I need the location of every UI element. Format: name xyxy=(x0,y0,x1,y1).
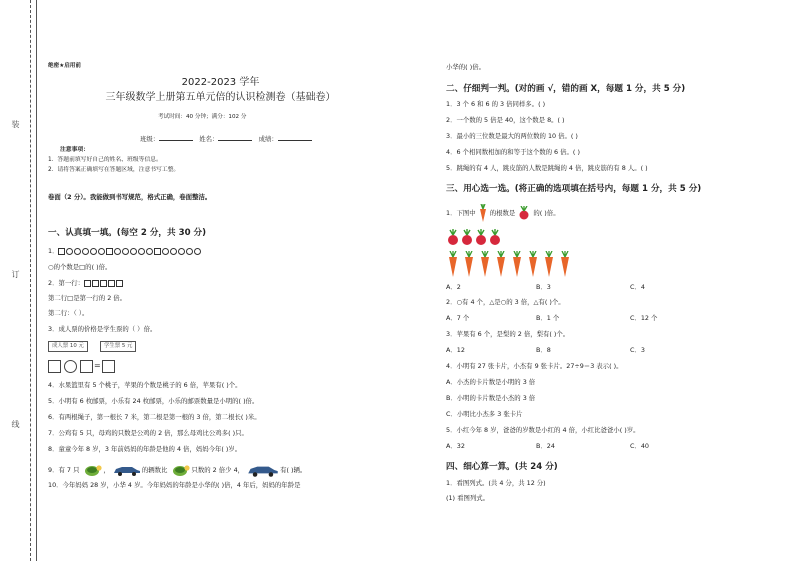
carrot-icon xyxy=(465,251,473,277)
judge-item: 4．6 个相同数相加的和等于这个数的 6 倍。( ) xyxy=(446,148,580,156)
secret-label: 绝密★启用前 xyxy=(48,63,81,69)
circle-icon xyxy=(162,248,169,255)
choice-option-c[interactable]: C．3 xyxy=(630,346,645,354)
choice-option-b[interactable]: B．24 xyxy=(536,442,555,450)
question-1: 1． xyxy=(48,247,202,255)
adult-ticket-tag: 成人票 10 元 xyxy=(48,341,88,352)
carrot-icon xyxy=(497,251,505,277)
circle-icon xyxy=(170,248,177,255)
question-10: 10．今年妈妈 28 岁，小华 4 岁。今年妈妈的年龄是小华的( )倍，4 年后，妈妈的年龄是 xyxy=(48,481,301,489)
circle-icon xyxy=(90,248,97,255)
binding-solid-line xyxy=(36,0,37,561)
choice-option-a[interactable]: A．32 xyxy=(446,442,465,450)
square-icon xyxy=(154,248,161,255)
carrot-icon xyxy=(481,251,489,277)
main-title: 三年级数学上册第五单元倍的认识检测卷（基础卷） xyxy=(105,92,336,103)
choice-option-b[interactable]: B．1 个 xyxy=(536,314,560,322)
binding-label: 订 xyxy=(11,270,20,278)
choice-option-c[interactable]: C．40 xyxy=(630,442,649,450)
circle-icon xyxy=(82,248,89,255)
car-icon xyxy=(246,463,280,477)
section-3-heading: 三、用心选一选。(将正确的选项填在括号内，每题 1 分，共 5 分) xyxy=(446,184,702,194)
circle-icon xyxy=(178,248,185,255)
choice-option-a[interactable]: A．7 个 xyxy=(446,314,470,322)
answer-square[interactable] xyxy=(48,360,61,373)
circle-icon xyxy=(130,248,137,255)
calc-subquestion: (1) 看图列式。 xyxy=(446,494,490,502)
carrot-icon xyxy=(513,251,521,277)
neatness-note: 卷面（2 分）。我能做到书写规范，格式正确，卷面整洁。 xyxy=(48,193,212,201)
judge-item: 5．跳绳的有 4 人，跳皮筋的人数是跳绳的 4 倍，跳皮筋的有 8 人。( ) xyxy=(446,164,648,172)
choice-option-b[interactable]: B．3 xyxy=(536,283,551,291)
note-item: 2．请将答案正确填写在答题区域，注意书写工整。 xyxy=(48,167,180,173)
question-10-continued: 小华的( )倍。 xyxy=(446,63,485,71)
exam-info: 考试时间：40 分钟；满分：102 分 xyxy=(158,114,247,120)
class-field-blank[interactable] xyxy=(159,134,193,141)
carrot-icon xyxy=(449,251,457,277)
name-field-blank[interactable] xyxy=(218,134,252,141)
question-4: 4．水果篮里有 5 个桃子，苹果的个数是桃子的 6 倍，苹果有( )个。 xyxy=(48,381,242,389)
class-field-label: 班级： xyxy=(140,135,160,143)
choice-2: 2．○有 4 个，△是○的 3 倍，△有( )个。 xyxy=(446,298,565,306)
question-2-text: 第二行□是第一行的 2 倍。 xyxy=(48,294,127,302)
section-4-heading: 四、细心算一算。(共 24 分) xyxy=(446,462,558,472)
circle-icon xyxy=(146,248,153,255)
question-5: 5．小明有 6 枚邮票，小乐有 24 枚邮票，小乐的邮票数量是小明的( )倍。 xyxy=(48,397,259,405)
answer-square[interactable] xyxy=(102,360,115,373)
car-icon xyxy=(112,464,142,476)
radish-icon xyxy=(517,206,531,220)
choice-3: 3．苹果有 6 个，是梨的 2 倍，梨有( )个。 xyxy=(446,330,570,338)
turtle-icon xyxy=(169,463,191,477)
carrot-icon xyxy=(529,251,537,277)
choice-5: 5．小红今年 8 岁，爸爸的岁数是小红的 4 倍，小红比爸爸小( )岁。 xyxy=(446,426,640,434)
carrot-icon xyxy=(478,204,488,222)
radish-icon xyxy=(462,229,472,245)
radish-row xyxy=(446,229,506,246)
circle-icon xyxy=(98,248,105,255)
question-9: 9．有 7 只 ， 的辆数比 只数的 2 倍少 4， 有( )辆。 xyxy=(48,463,306,477)
choice-option-c[interactable]: C．12 个 xyxy=(630,314,658,322)
student-fields xyxy=(140,134,312,143)
choice-4: 4．小明有 27 张卡片，小杰有 9 张卡片。27÷9＝3 表示( )。 xyxy=(446,362,623,370)
carrot-icon xyxy=(545,251,553,277)
binding-dashed-line xyxy=(30,0,31,561)
question-2: 2．第一行： xyxy=(48,279,124,287)
binding-margin xyxy=(0,0,40,561)
student-ticket-tag: 学生票 5 元 xyxy=(100,341,136,352)
choice-option-c[interactable]: C．小明比小杰多 3 张卡片 xyxy=(446,410,523,418)
choice-option-a[interactable]: A．小杰的卡片数是小明的 3 倍 xyxy=(446,378,536,386)
question-1-text: ○的个数是□的( )倍。 xyxy=(48,263,112,271)
note-item: 1．答题前填写好自己的姓名、班级等信息。 xyxy=(48,157,162,163)
radish-icon xyxy=(490,229,500,245)
binding-label: 线 xyxy=(11,420,20,428)
circle-icon xyxy=(186,248,193,255)
square-icon xyxy=(58,248,65,255)
circle-icon xyxy=(114,248,121,255)
calc-question-1: 1．看图列式。(共 4 分，共 12 分) xyxy=(446,479,546,487)
question-2-answer: 第二行：（ ）。 xyxy=(48,309,89,317)
circle-icon xyxy=(122,248,129,255)
judge-item: 2．一个数的 5 倍是 40，这个数是 8。( ) xyxy=(446,116,565,124)
circle-icon xyxy=(74,248,81,255)
question-7: 7．公鸡有 5 只，母鸡的只数是公鸡的 2 倍，那么母鸡比公鸡多( )只。 xyxy=(48,429,248,437)
carrot-icon xyxy=(561,251,569,277)
carrot-row xyxy=(446,251,586,277)
answer-square[interactable] xyxy=(80,360,93,373)
year-title: 2022-2023 学年 xyxy=(181,77,260,88)
judge-item: 1．3 个 6 和 6 的 3 倍同样多。( ) xyxy=(446,100,546,108)
choice-option-c[interactable]: C．4 xyxy=(630,283,645,291)
notes-title: 注意事项： xyxy=(60,147,89,153)
circle-icon xyxy=(194,248,201,255)
question-3: 3．成人票的价格是学生票的（ ）倍。 xyxy=(48,325,157,333)
section-2-heading: 二、仔细判一判。(对的画 √，错的画 X，每题 1 分，共 5 分) xyxy=(446,84,686,94)
circle-icon xyxy=(66,248,73,255)
circle-icon xyxy=(138,248,145,255)
binding-label: 装 xyxy=(11,120,20,128)
turtle-icon xyxy=(81,463,103,477)
score-field-blank[interactable] xyxy=(278,134,312,141)
choice-option-b[interactable]: B．小明的卡片数是小杰的 3 倍 xyxy=(446,394,536,402)
name-field-label: 姓名： xyxy=(199,135,219,143)
radish-icon xyxy=(476,229,486,245)
answer-circle[interactable] xyxy=(64,360,77,373)
choice-option-a[interactable]: A．2 xyxy=(446,283,461,291)
section-1-heading: 一、认真填一填。(每空 2 分，共 30 分) xyxy=(48,228,207,238)
square-icon xyxy=(106,248,113,255)
radish-icon xyxy=(448,229,458,245)
score-field-label: 成绩： xyxy=(258,135,278,143)
judge-item: 3．最小的三位数是最大的两位数的 10 倍。( ) xyxy=(446,132,578,140)
choice-1: 1．下图中 的根数是 的( )倍。 xyxy=(446,204,560,222)
question-6: 6．有两根绳子，第一根长 7 米，第二根是第一根的 3 倍，第二根长( )米。 xyxy=(48,413,261,421)
equals-sign: = xyxy=(94,361,101,370)
question-8: 8．童童今年 8 岁，3 年前妈妈的年龄是他的 4 倍，妈妈今年( )岁。 xyxy=(48,445,242,453)
choice-option-a[interactable]: A．12 xyxy=(446,346,465,354)
choice-option-b[interactable]: B．8 xyxy=(536,346,551,354)
